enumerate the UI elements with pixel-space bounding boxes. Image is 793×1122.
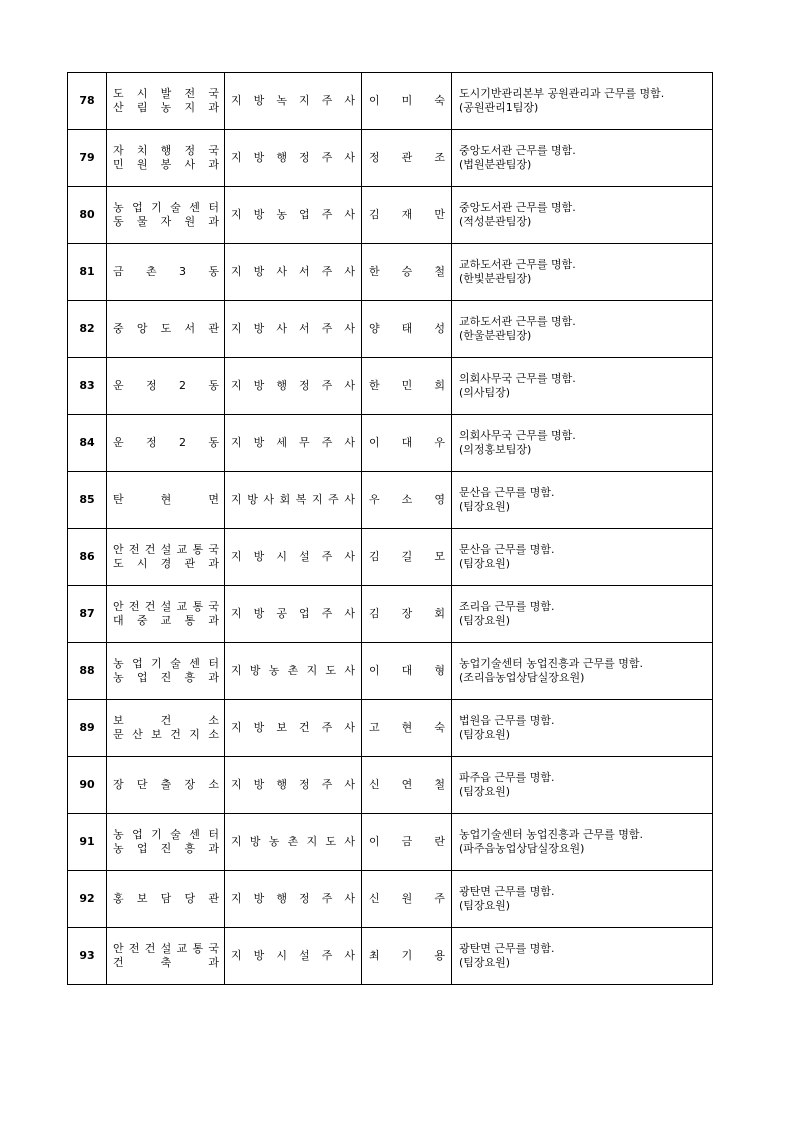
department-line: 안 전 건 설 교 통 국	[113, 543, 219, 556]
rank-cell	[225, 643, 362, 700]
table-row	[68, 472, 713, 529]
assignment-note-cell	[452, 130, 713, 187]
department-line: 도 시 경 관 과	[113, 557, 219, 570]
assignment-note-line: 문산읍 근무를 명함.	[459, 543, 555, 556]
table-row	[68, 529, 713, 586]
name-cell	[362, 814, 452, 871]
assignment-note-line: 농업기술센터 농업진흥과 근무를 명함.	[459, 657, 644, 670]
department-line: 운 정 2 동	[113, 379, 219, 392]
department-cell	[107, 73, 225, 130]
table-row	[68, 586, 713, 643]
department-line: 안 전 건 설 교 통 국	[113, 942, 219, 955]
assignment-note-line: (의정홍보팀장)	[459, 443, 532, 456]
department-line: 문 산 보 건 지 소	[113, 728, 219, 741]
department-line: 도 시 발 전 국	[113, 87, 219, 100]
table-row	[68, 757, 713, 814]
table-row	[68, 415, 713, 472]
department-line: 산 림 농 지 과	[113, 101, 219, 114]
person-name: 한 승 철	[369, 265, 445, 278]
table-body	[68, 73, 713, 985]
person-name: 신 연 철	[369, 778, 445, 791]
assignment-note-line: (한빛분관팀장)	[459, 272, 532, 285]
assignment-note-line: (팀장요원)	[459, 899, 511, 912]
assignment-note-line: 조리읍 근무를 명함.	[459, 600, 555, 613]
department-cell	[107, 301, 225, 358]
person-name: 고 현 숙	[369, 721, 445, 734]
department-line: 중 앙 도 서 관	[113, 322, 219, 335]
rank-cell	[225, 358, 362, 415]
department-line: 탄 현 면	[113, 493, 219, 506]
table-row	[68, 814, 713, 871]
assignment-note-line: (팀장요원)	[459, 500, 511, 513]
table-row	[68, 643, 713, 700]
assignment-note-line: 파주읍 근무를 명함.	[459, 771, 555, 784]
name-cell	[362, 928, 452, 985]
assignment-note-line: (팀장요원)	[459, 728, 511, 741]
name-cell	[362, 871, 452, 928]
person-name: 김 길 모	[369, 550, 445, 563]
row-number: 87	[68, 586, 107, 643]
assignment-note-line: 의회사무국 근무를 명함.	[459, 429, 576, 442]
name-cell	[362, 472, 452, 529]
assignment-note-line: (파주읍농업상담실장요원)	[459, 842, 585, 855]
department-line: 대 중 교 통 과	[113, 614, 219, 627]
rank-text: 지 방 행 정 주 사	[231, 778, 355, 791]
row-number: 89	[68, 700, 107, 757]
department-line: 안 전 건 설 교 통 국	[113, 600, 219, 613]
person-name: 이 대 형	[369, 664, 445, 677]
rank-text: 지 방 농 촌 지 도 사	[231, 835, 355, 848]
row-number: 90	[68, 757, 107, 814]
name-cell	[362, 358, 452, 415]
assignment-note-line: 문산읍 근무를 명함.	[459, 486, 555, 499]
name-cell	[362, 130, 452, 187]
rank-cell	[225, 757, 362, 814]
person-name: 양 태 성	[369, 322, 445, 335]
row-number: 93	[68, 928, 107, 985]
rank-cell	[225, 700, 362, 757]
rank-text: 지 방 농 촌 지 도 사	[231, 664, 355, 677]
rank-text: 지 방 농 업 주 사	[231, 208, 355, 221]
department-line: 건 축 과	[113, 956, 219, 969]
rank-cell	[225, 187, 362, 244]
name-cell	[362, 415, 452, 472]
table-row	[68, 358, 713, 415]
table-row	[68, 700, 713, 757]
row-number: 80	[68, 187, 107, 244]
assignment-note-line: (조리읍농업상담실장요원)	[459, 671, 585, 684]
assignment-note-line: (팀장요원)	[459, 785, 511, 798]
assignment-note-cell	[452, 415, 713, 472]
assignment-note-line: 도시기반관리본부 공원관리과 근무를 명함.	[459, 87, 665, 100]
assignment-note-cell	[452, 928, 713, 985]
row-number: 81	[68, 244, 107, 301]
assignment-note-cell	[452, 358, 713, 415]
rank-text: 지 방 사 서 주 사	[231, 265, 355, 278]
rank-cell	[225, 415, 362, 472]
table-row	[68, 871, 713, 928]
department-line: 장 단 출 장 소	[113, 778, 219, 791]
table-row	[68, 187, 713, 244]
rank-text: 지 방 공 업 주 사	[231, 607, 355, 620]
assignment-note-cell	[452, 187, 713, 244]
rank-cell	[225, 529, 362, 586]
row-number: 83	[68, 358, 107, 415]
rank-text: 지 방 사 서 주 사	[231, 322, 355, 335]
department-line: 농 업 기 술 센 터	[113, 828, 219, 841]
rank-cell	[225, 301, 362, 358]
name-cell	[362, 700, 452, 757]
table-row	[68, 130, 713, 187]
assignment-note-cell	[452, 757, 713, 814]
assignment-note-line: (법원분관팀장)	[459, 158, 532, 171]
assignment-note-cell	[452, 529, 713, 586]
assignment-note-line: 교하도서관 근무를 명함.	[459, 315, 576, 328]
name-cell	[362, 757, 452, 814]
assignment-note-cell	[452, 643, 713, 700]
department-cell	[107, 643, 225, 700]
assignment-note-cell	[452, 814, 713, 871]
department-cell	[107, 130, 225, 187]
rank-cell	[225, 472, 362, 529]
rank-text: 지 방 시 설 주 사	[231, 949, 355, 962]
department-line: 홍 보 담 당 관	[113, 892, 219, 905]
assignment-note-line: (의사팀장)	[459, 386, 511, 399]
personnel-table	[67, 72, 713, 985]
department-cell	[107, 472, 225, 529]
department-line: 운 정 2 동	[113, 436, 219, 449]
row-number: 92	[68, 871, 107, 928]
rank-cell	[225, 814, 362, 871]
table-row	[68, 928, 713, 985]
table-row	[68, 244, 713, 301]
row-number: 88	[68, 643, 107, 700]
rank-text: 지 방 행 정 주 사	[231, 892, 355, 905]
assignment-note-line: (한울분관팀장)	[459, 329, 532, 342]
person-name: 이 미 숙	[369, 94, 445, 107]
rank-text: 지 방 세 무 주 사	[231, 436, 355, 449]
assignment-note-line: (팀장요원)	[459, 614, 511, 627]
assignment-note-cell	[452, 73, 713, 130]
department-cell	[107, 928, 225, 985]
name-cell	[362, 187, 452, 244]
rank-text: 지 방 보 건 주 사	[231, 721, 355, 734]
assignment-note-cell	[452, 472, 713, 529]
person-name: 최 기 용	[369, 949, 445, 962]
row-number: 82	[68, 301, 107, 358]
department-cell	[107, 529, 225, 586]
person-name: 신 원 주	[369, 892, 445, 905]
name-cell	[362, 529, 452, 586]
rank-text: 지 방 녹 지 주 사	[231, 94, 355, 107]
row-number: 84	[68, 415, 107, 472]
department-line: 농 업 진 흥 과	[113, 671, 219, 684]
department-cell	[107, 586, 225, 643]
department-line: 동 물 자 원 과	[113, 215, 219, 228]
assignment-note-line: (적성분관팀장)	[459, 215, 532, 228]
rank-text: 지 방 행 정 주 사	[231, 379, 355, 392]
name-cell	[362, 301, 452, 358]
department-cell	[107, 757, 225, 814]
department-line: 보 건 소	[113, 714, 219, 727]
assignment-note-line: (팀장요원)	[459, 557, 511, 570]
assignment-note-line: 광탄면 근무를 명함.	[459, 942, 555, 955]
assignment-note-cell	[452, 301, 713, 358]
department-line: 민 원 봉 사 과	[113, 158, 219, 171]
department-line: 농 업 기 술 센 터	[113, 657, 219, 670]
department-cell	[107, 700, 225, 757]
department-cell	[107, 358, 225, 415]
assignment-note-line: 교하도서관 근무를 명함.	[459, 258, 576, 271]
assignment-note-line: (공원관리1팀장)	[459, 101, 539, 114]
row-number: 86	[68, 529, 107, 586]
person-name: 한 민 희	[369, 379, 445, 392]
assignment-note-cell	[452, 244, 713, 301]
assignment-note-cell	[452, 871, 713, 928]
rank-cell	[225, 928, 362, 985]
person-name: 이 금 란	[369, 835, 445, 848]
name-cell	[362, 73, 452, 130]
department-line: 자 치 행 정 국	[113, 144, 219, 157]
row-number: 91	[68, 814, 107, 871]
rank-cell	[225, 130, 362, 187]
name-cell	[362, 586, 452, 643]
department-line: 금 촌 3 동	[113, 265, 219, 278]
department-line: 농 업 기 술 센 터	[113, 201, 219, 214]
row-number: 79	[68, 130, 107, 187]
rank-text: 지 방 행 정 주 사	[231, 151, 355, 164]
person-name: 김 장 회	[369, 607, 445, 620]
row-number: 85	[68, 472, 107, 529]
table-row	[68, 73, 713, 130]
person-name: 우 소 영	[369, 493, 445, 506]
rank-cell	[225, 586, 362, 643]
row-number: 78	[68, 73, 107, 130]
rank-text: 지 방 사 회 복 지 주 사	[231, 493, 355, 506]
assignment-note-line: 광탄면 근무를 명함.	[459, 885, 555, 898]
rank-cell	[225, 73, 362, 130]
assignment-note-line: 농업기술센터 농업진흥과 근무를 명함.	[459, 828, 644, 841]
assignment-note-cell	[452, 586, 713, 643]
assignment-note-line: 중앙도서관 근무를 명함.	[459, 201, 576, 214]
rank-cell	[225, 244, 362, 301]
department-line: 농 업 진 흥 과	[113, 842, 219, 855]
assignment-note-line: 법원읍 근무를 명함.	[459, 714, 555, 727]
department-cell	[107, 187, 225, 244]
rank-text: 지 방 시 설 주 사	[231, 550, 355, 563]
name-cell	[362, 643, 452, 700]
department-cell	[107, 814, 225, 871]
person-name: 정 관 조	[369, 151, 445, 164]
assignment-note-line: (팀장요원)	[459, 956, 511, 969]
rank-cell	[225, 871, 362, 928]
assignment-note-line: 의회사무국 근무를 명함.	[459, 372, 576, 385]
department-cell	[107, 871, 225, 928]
department-cell	[107, 244, 225, 301]
assignment-note-line: 중앙도서관 근무를 명함.	[459, 144, 576, 157]
name-cell	[362, 244, 452, 301]
assignment-note-cell	[452, 700, 713, 757]
department-cell	[107, 415, 225, 472]
person-name: 이 대 우	[369, 436, 445, 449]
table-row	[68, 301, 713, 358]
person-name: 김 재 만	[369, 208, 445, 221]
